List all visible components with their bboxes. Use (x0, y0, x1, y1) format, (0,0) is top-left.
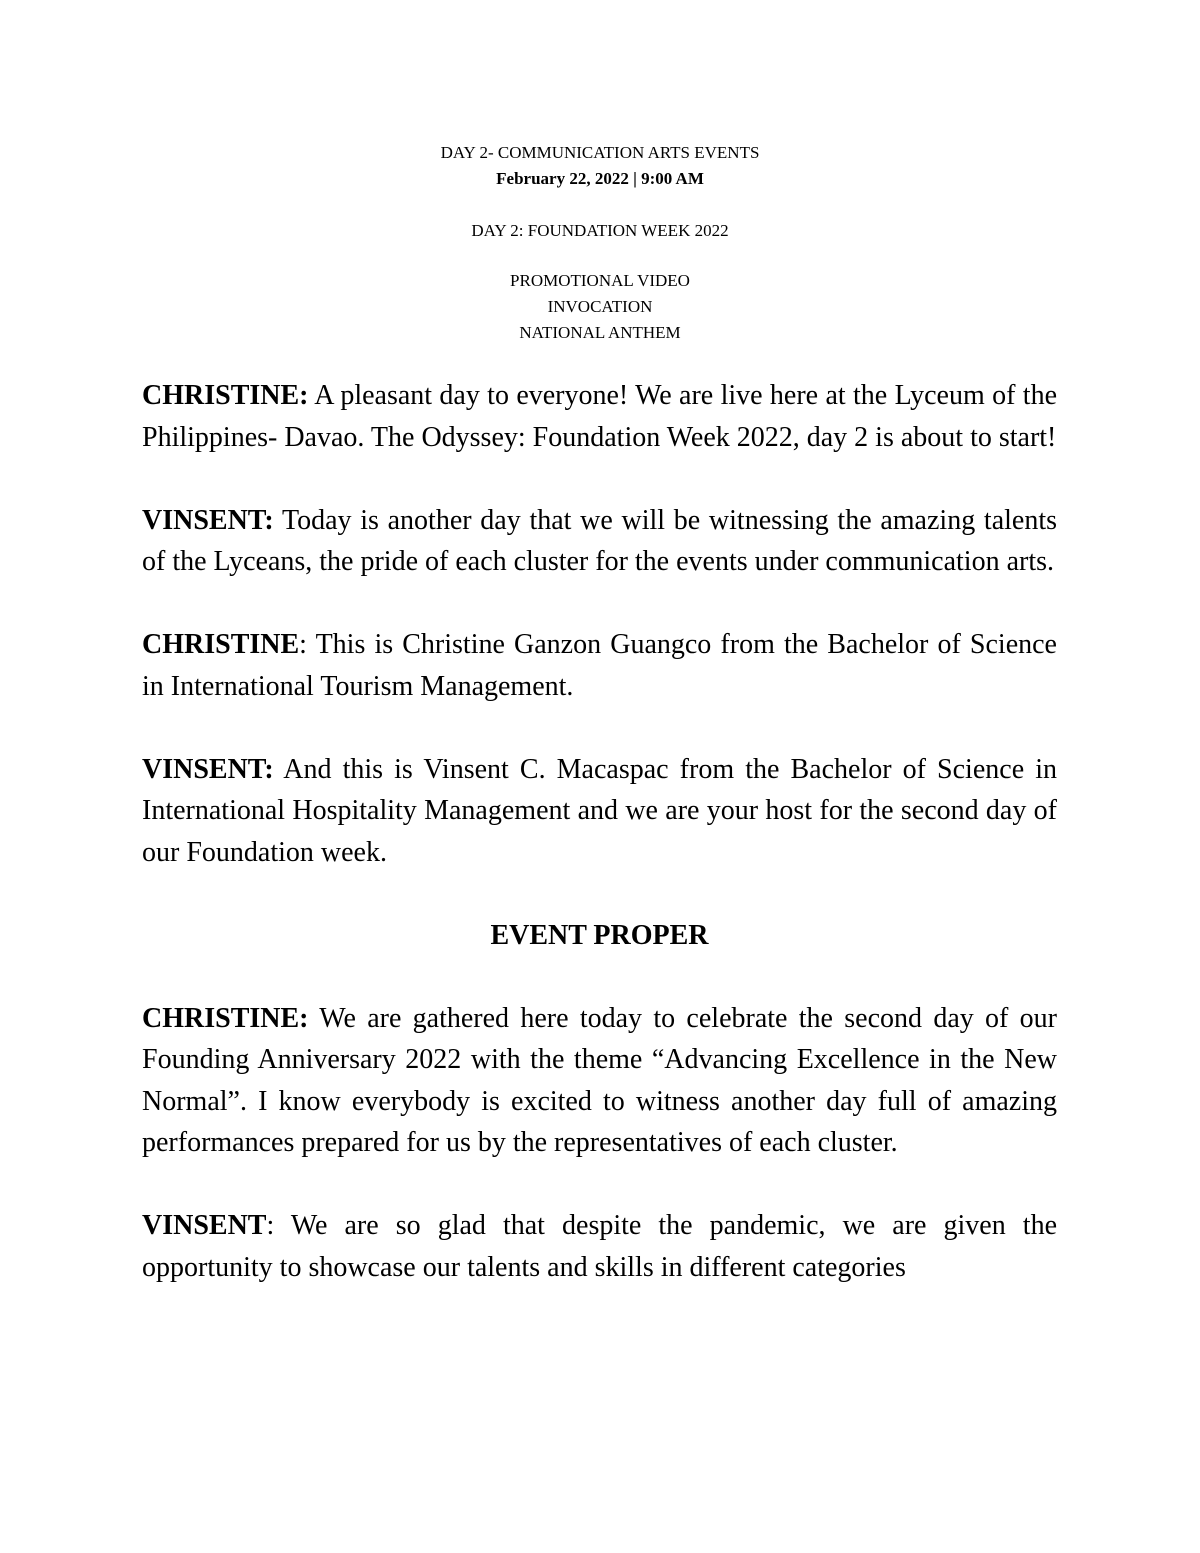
dialogue-text: We are gathered here today to celebrate the second day of our Founding Anniversary 2022 with the theme “Advancing Excellence in the New Normal”. I know everybody is excited to witness another day full of amazing performances prepared for us by the representatives of each cluster. (142, 1002, 1057, 1158)
program-item: NATIONAL ANTHEM (519, 323, 681, 342)
section-title: EVENT PROPER (490, 919, 709, 951)
event-date: February 22, 2022 | 9:00 AM (496, 169, 704, 188)
speaker-label: VINSENT: (142, 753, 274, 785)
dialogue-paragraph (142, 998, 1057, 1164)
dialogue-text: A pleasant day to everyone! We are live here at the Lyceum of the Philippines- Davao. The Odyssey: Foundation Week 2022, day 2 is about to start! (142, 380, 1057, 453)
event-title: DAY 2- COMMUNICATION ARTS EVENTS (440, 143, 760, 162)
speaker-label: CHRISTINE: (142, 1002, 309, 1034)
dialogue-text: : This is Christine Ganzon Guangco from the Bachelor of Science in International Tourism Management. (142, 629, 1057, 702)
event-subtitle: DAY 2: FOUNDATION WEEK 2022 (471, 221, 729, 240)
speaker-label: VINSENT: (142, 504, 274, 536)
header-block (0, 140, 1200, 192)
dialogue-paragraph (142, 500, 1057, 583)
speaker-label: CHRISTINE (142, 629, 300, 660)
dialogue-text: : We are so glad that despite the pandemic, we are given the opportunity to showcase our talents and skills in different categories (142, 1210, 1057, 1283)
speaker-label: VINSENT (142, 1210, 267, 1241)
speaker-label: CHRISTINE: (142, 380, 309, 411)
dialogue-paragraph (142, 1205, 1057, 1288)
subtitle-block (0, 218, 1200, 244)
dialogue-text: Today is another day that we will be witnessing the amazing talents of the Lyceans, the pride of each cluster for the events under communication arts. (142, 504, 1057, 577)
dialogue-paragraph (142, 749, 1057, 874)
dialogue-paragraph (142, 375, 1057, 458)
program-item: INVOCATION (547, 297, 653, 316)
dialogue-paragraph (142, 624, 1057, 707)
dialogue-text: And this is Vinsent C. Macaspac from the Bachelor of Science in International Hospitality Management and we are your host for the second day of our Foundation week. (142, 753, 1057, 868)
program-item: PROMOTIONAL VIDEO (510, 271, 690, 290)
script-body (142, 375, 1057, 1330)
program-list (0, 268, 1200, 346)
